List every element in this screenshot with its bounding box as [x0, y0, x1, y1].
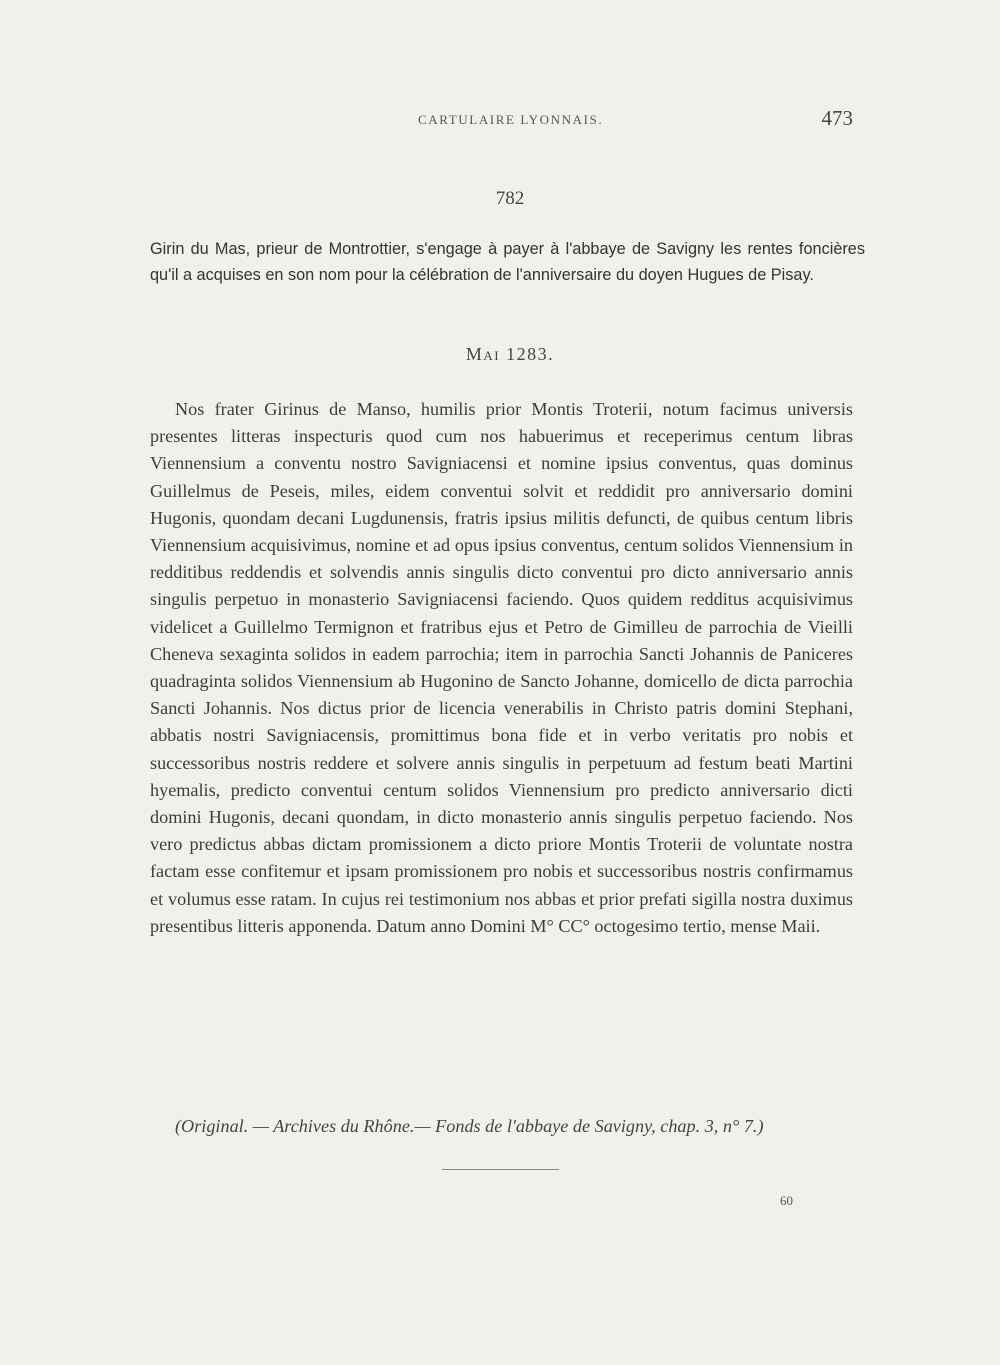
signature-mark: 60	[780, 1193, 793, 1208]
charter-paragraph: Nos frater Girinus de Manso, humilis prior Montis Troterii, notum facimus universis presentes litteras inspecturis quod cum nos habuerimus et receperimus centum libras Viennensium a conventu nostro Savigniacensi et nomine ipsius conventus, quas dominus Guillelmus de Peseis, miles, eidem conventui solvit et reddidit pro anniversario domini Hugonis, quondam decani Lugdunensis, fratris ipsius militis defuncti, de quibus centum libris Viennensium acquisivimus, nomine et ad opus ipsius conventus, centum solidos Viennensium in redditibus reddendis et solvendis annis singulis dicto conventui pro dicto anniversario annis singulis perpetuo in monasterio Savigniacensi faciendo. Quos quidem redditus acquisivimus videlicet a Guillelmo Termignon et fratribus ejus et Petro de Gimilleu de parrochia de Vieilli Cheneva sexaginta solidos in eadem parrochia; item in parrochia Sancti Johannis de Paniceres quadraginta solidos Viennensium ab Hugonino de Sancto Johanne, domicello de dicta parrochia Sancti Johannis. Nos dictus prior de licencia venerabilis in Christo patris domini Stephani, abbatis nostri Savigniacensis, promittimus bona fide et in verbo veritatis pro nobis et successoribus nostris reddere et solvere annis singulis in perpetuum ad festum beati Martini hyemalis, predicto conventui centum solidos Viennensium pro predicto anniversario dicti domini Hugonis, decani quondam, in dicto monasterio annis singulis perpetuo faciendo. Nos vero predictus abbas dictam promissionem a dicto priore Montis Troterii de voluntate nostra factam esse confitemur et ipsam promissionem pro nobis et successoribus nostris confirmamus et volumus esse ratam. In cujus rei testimonium nos abbas et prior prefati sigilla nostra duximus presentibus litteris apponenda. Datum anno Domini M° CC° octogesimo tertio, mense Maii.	[150, 399, 853, 936]
document-number: 782	[495, 188, 525, 209]
source-citation: (Original. — Archives du Rhône.— Fonds de l'abbaye de Savigny, chap. 3, n° 7.)	[175, 1116, 764, 1136]
charter-text	[150, 396, 853, 940]
closing-rule	[442, 1169, 559, 1170]
document-date-text: Mai 1283.	[465, 344, 555, 364]
document-date	[0, 344, 1000, 365]
running-title: CARTULAIRE LYONNAIS.	[418, 112, 604, 127]
document-summary: Girin du Mas, prieur de Montrottier, s'engage à payer à l'abbaye de Savigny les rentes foncières qu'il a acquises en son nom pour la célébration de l'anniversaire du doyen Hugues de Pisay.	[150, 240, 865, 284]
page-number: 473	[821, 106, 853, 130]
